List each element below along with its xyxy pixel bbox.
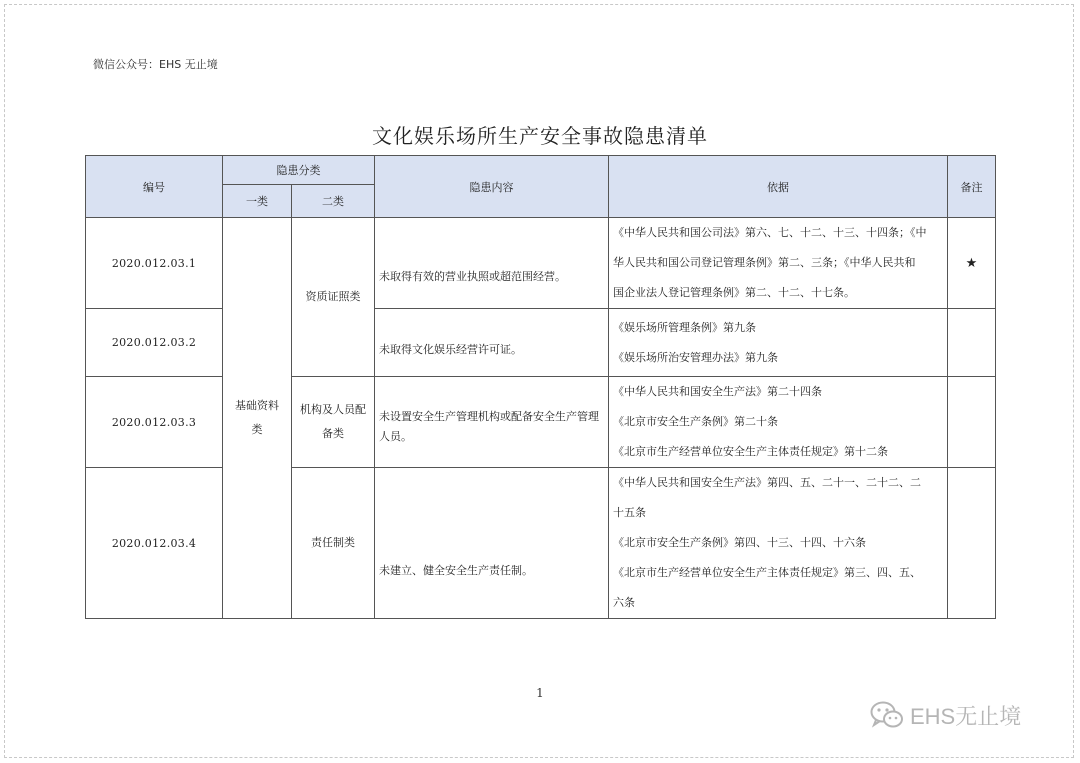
basis-line: 十五条	[613, 506, 646, 519]
table-row	[86, 468, 996, 619]
wechat-icon	[870, 701, 904, 729]
header-cat1: 一类	[223, 185, 292, 218]
table-row	[86, 218, 996, 309]
cat2-label: 责任制类	[311, 536, 355, 549]
page-number: 1	[536, 686, 544, 700]
row-basis	[609, 468, 948, 619]
remark-cell	[948, 468, 996, 619]
watermark	[870, 700, 1021, 730]
basis-line: 《北京市生产经营单位安全生产主体责任规定》第十二条	[613, 445, 888, 458]
basis-line: 国企业法人登记管理条例》第二、十二、十七条。	[613, 286, 855, 299]
row-id: 2020.012.03.2	[86, 309, 223, 377]
header-basis: 依据	[609, 156, 948, 218]
row-content: 未取得有效的营业执照或超范围经营。	[375, 218, 609, 309]
basis-line: 华人民共和国公司登记管理条例》第二、三条；《中华人民共和	[613, 256, 916, 269]
row-basis	[609, 377, 948, 468]
watermark-text: EHS无止境	[910, 703, 1022, 729]
document-title: 文化娱乐场所生产安全事故隐患清单	[372, 124, 708, 148]
basis-line: 《中华人民共和国安全生产法》第二十四条	[613, 385, 822, 398]
cat1-cell	[223, 218, 292, 619]
row-id: 2020.012.03.1	[86, 218, 223, 309]
header-category: 隐患分类	[223, 156, 375, 185]
row-content: 未取得文化娱乐经营许可证。	[375, 309, 609, 377]
cat2-cell	[292, 218, 375, 377]
header-note: 微信公众号：EHS 无止境	[93, 58, 218, 71]
row-content: 未建立、健全安全生产责任制。	[375, 468, 609, 619]
row-basis	[609, 309, 948, 377]
remark-cell	[948, 377, 996, 468]
basis-line: 《娱乐场所治安管理办法》第九条	[613, 350, 778, 364]
hazard-table	[85, 155, 996, 619]
basis-line: 《北京市安全生产条例》第二十条	[613, 415, 778, 428]
row-id: 2020.012.03.3	[86, 377, 223, 468]
basis-line: 《北京市生产经营单位安全生产主体责任规定》第三、四、五、	[613, 566, 921, 579]
row-id: 2020.012.03.4	[86, 468, 223, 619]
basis-line: 六条	[613, 596, 635, 609]
header-remarks: 备注	[948, 156, 996, 218]
row-content: 未设置安全生产管理机构或配备安全生产管理人员。	[375, 377, 609, 468]
remark-cell	[948, 309, 996, 377]
header-id: 编号	[86, 156, 223, 218]
table-row	[86, 377, 996, 468]
basis-line: 《中华人民共和国公司法》第六、七、十二、十三、十四条；《中	[613, 226, 927, 239]
cat1-label: 基础资料类	[235, 399, 279, 436]
header-content: 隐患内容	[375, 156, 609, 218]
cat2-label: 资质证照类	[305, 290, 361, 303]
basis-line: 《娱乐场所管理条例》第九条	[613, 320, 756, 334]
cat2-cell	[292, 468, 375, 619]
row-basis	[609, 218, 948, 309]
basis-line: 《北京市安全生产条例》第四、十三、十四、十六条	[613, 536, 866, 549]
header-cat2: 二类	[292, 185, 375, 218]
cat2-cell	[292, 377, 375, 468]
table-row	[86, 309, 996, 377]
basis-line: 《中华人民共和国安全生产法》第四、五、二十一、二十二、二	[613, 476, 921, 489]
remark-star: ★	[948, 218, 996, 309]
cat2-label: 机构及人员配备类	[300, 403, 366, 440]
